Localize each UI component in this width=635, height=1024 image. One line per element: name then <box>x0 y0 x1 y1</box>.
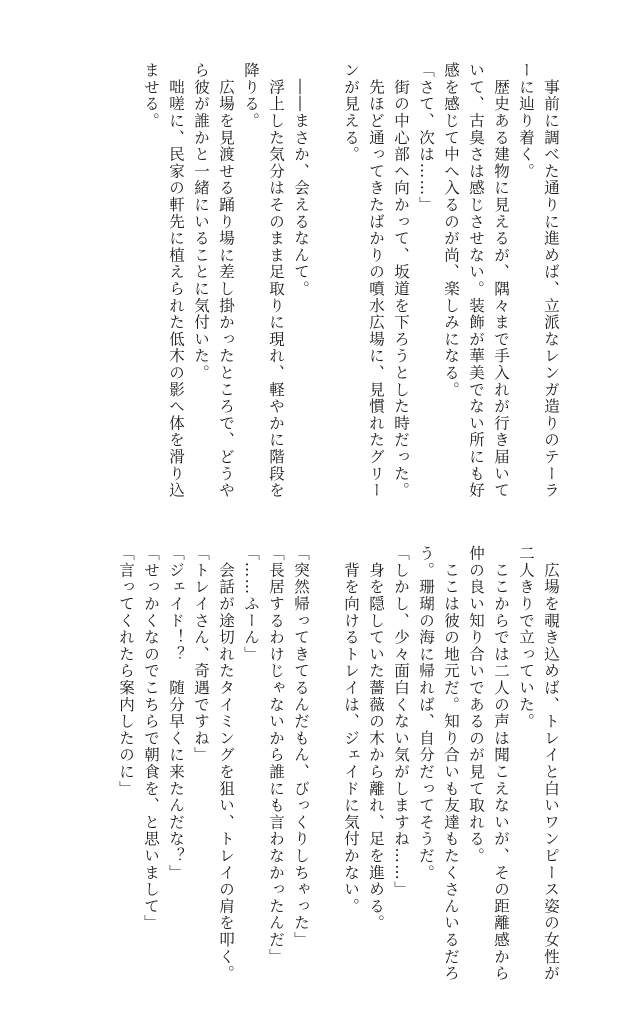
paragraph: 会話が途切れたタイミングを狙い、トレイの肩を叩く。 <box>217 545 235 982</box>
paragraph: 「ジェイド！？ 随分早くに来たんだな？」 <box>167 545 185 881</box>
paragraph: 歴史ある建物に見えるが、隅々まで手入れが行き届いていて、古臭さは感じさせない。装飾が華美でない所にも好感を感じて中へ入るのが尚、楽しみになる。 <box>442 62 510 499</box>
blank-line <box>313 62 338 502</box>
paragraph: 事前に調べた通りに進めば、立派なレンガ造りのテーラーに辿り着く。 <box>517 62 560 499</box>
paragraph: 「せっかくなのでこちらで朝食を、と思いまして」 <box>142 545 160 932</box>
paragraph: 広場を見渡せる踊り場に差し掛かったところで、どうやら彼が誰かと一緒にいることに気付いた。 <box>192 62 235 499</box>
paragraph: 浮上した気分はそのまま足取りに現れ、軽やかに階段を降りる。 <box>242 62 285 499</box>
paragraph: 「さて、次は……」 <box>417 62 435 214</box>
paragraph: 背を向けるトレイは、ジェイドに気付かない。 <box>342 545 360 915</box>
paragraph: 街の中心部へ向かって、坂道を下ろうとした時だった。 <box>392 62 410 499</box>
paragraph: 「突然帰ってきてるんだもん、びっくりしちゃった」 <box>292 545 310 949</box>
paragraph: 「長居するわけじゃないから誰にも言わなかったんだ」 <box>267 545 285 965</box>
paragraph: 咄嗟に、民家の軒先に植えられた低木の影へ体を滑り込ませる。 <box>142 62 185 499</box>
paragraph: ここからでは二人の声は聞こえないが、その距離感から仲の良い知り合いであるのが見て取れる。 <box>467 545 510 982</box>
paragraph: 「言ってくれたら案内したのに」 <box>117 545 135 797</box>
blank-line <box>313 545 338 985</box>
paragraph: 「……ふーん」 <box>242 545 260 663</box>
paragraph: 先ほど通ってきたばかりの噴水広場に、見慣れたグリーンが見える。 <box>342 62 385 499</box>
paragraph: 身を隠していた薔薇の木から離れ、足を進める。 <box>367 545 385 932</box>
paragraph: 「しかし、少々面白くない気がしますね……」 <box>392 545 410 898</box>
text-block-bottom <box>113 545 563 985</box>
paragraph: 「トレイさん、奇遇ですね」 <box>192 545 210 764</box>
paragraph: ここは彼の地元だ。知り合いも友達もたくさんいるだろう。珊瑚の海に帰れば、自分だってそうだ。 <box>417 545 460 982</box>
text-block-top <box>138 62 563 502</box>
paragraph: 広場を覗き込めば、トレイと白いワンピース姿の女性が二人きりで立っていた。 <box>517 545 560 982</box>
paragraph: ――まさか、会えるなんて。 <box>292 62 310 298</box>
